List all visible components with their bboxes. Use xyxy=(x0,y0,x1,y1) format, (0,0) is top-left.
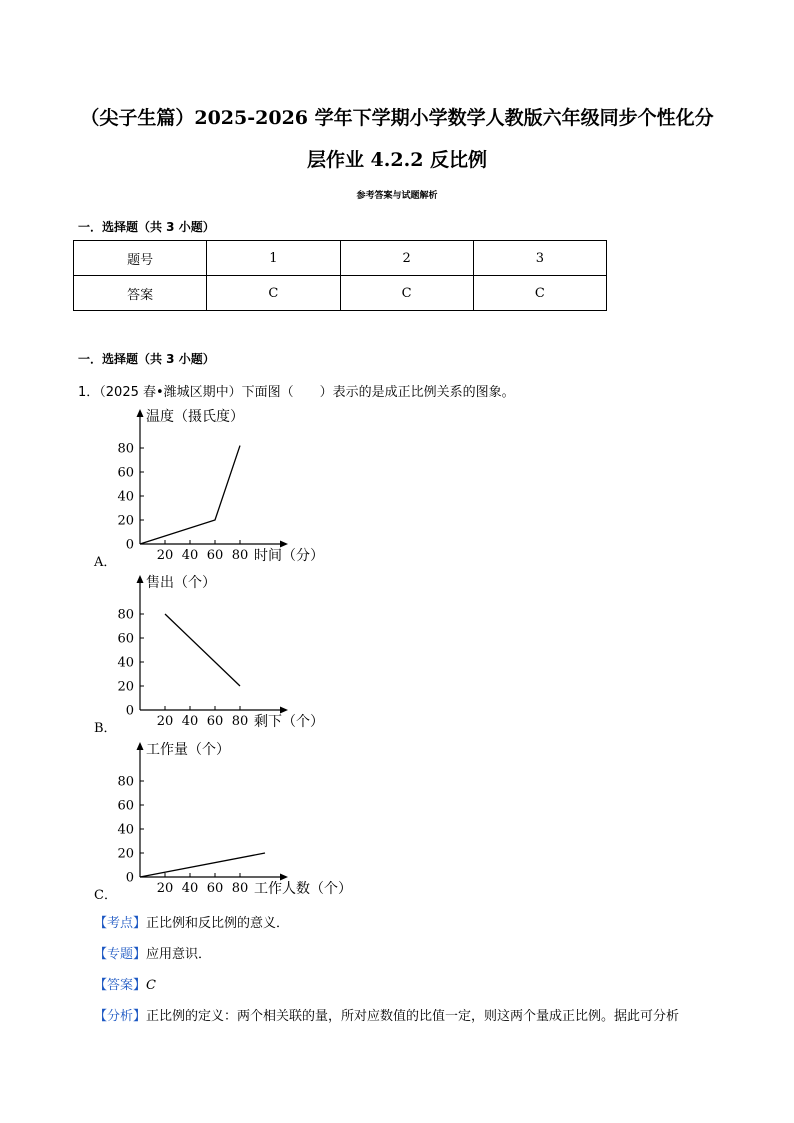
kaodian-text: 正比例和反比例的意义． xyxy=(146,916,290,931)
y-tick-label: 40 xyxy=(117,822,134,838)
x-tick-label: 60 xyxy=(206,714,224,729)
option-b-label: B． xyxy=(94,721,117,736)
y-tick-label: 20 xyxy=(117,679,134,695)
x-tick-label: 40 xyxy=(181,548,199,563)
daan-text: C xyxy=(146,978,156,993)
x-axis-label: 剩下（个） xyxy=(254,714,324,730)
x-tick-label: 80 xyxy=(231,881,249,896)
table-cell: C xyxy=(340,276,473,311)
chart-b xyxy=(108,571,368,733)
table-header-cell: 答案 xyxy=(74,276,207,311)
section-heading-questions: 一．选择题（共 3 小题） xyxy=(78,352,215,366)
x-tick-label: 40 xyxy=(181,714,199,729)
y-axis-label: 售出（个） xyxy=(146,575,216,591)
x-axis-arrow xyxy=(280,874,288,881)
x-tick-label: 60 xyxy=(206,881,224,896)
y-tick-label: 60 xyxy=(117,465,134,481)
y-tick-label: 80 xyxy=(117,607,134,623)
table-cell: 3 xyxy=(473,241,606,276)
y-tick-label: 20 xyxy=(117,846,134,862)
x-axis-arrow xyxy=(280,541,288,548)
x-tick-label: 60 xyxy=(206,548,224,563)
y-tick-label: 80 xyxy=(117,441,134,457)
x-tick-label: 20 xyxy=(156,714,174,729)
y-tick-label: 40 xyxy=(117,489,134,505)
chart-a xyxy=(108,405,368,567)
y-tick-label: 60 xyxy=(117,631,134,647)
y-tick-label: 0 xyxy=(125,870,134,886)
x-tick-label: 40 xyxy=(181,881,199,896)
chart-a-svg xyxy=(108,405,368,567)
daan-tag: 【答案】 xyxy=(94,978,147,993)
page-title-line1: （尖子生篇）2025-2026 学年下学期小学数学人教版六年级同步个性化分 xyxy=(80,107,714,129)
page-subtitle: 参考答案与试题解析 xyxy=(356,191,438,201)
y-axis-label: 工作量（个） xyxy=(146,742,230,758)
chart-b-svg xyxy=(108,571,368,733)
x-axis-arrow xyxy=(280,707,288,714)
table-cell: 2 xyxy=(340,241,473,276)
x-tick-label: 80 xyxy=(231,548,249,563)
page-title-line2: 层作业 4.2.2 反比例 xyxy=(306,149,488,171)
y-tick-label: 20 xyxy=(117,513,134,529)
x-axis-label: 时间（分） xyxy=(254,548,324,564)
table-cell: C xyxy=(473,276,606,311)
x-tick-label: 20 xyxy=(156,548,174,563)
x-tick-label: 80 xyxy=(231,714,249,729)
fenxi-tag: 【分析】 xyxy=(94,1009,147,1024)
table-cell: 1 xyxy=(207,241,340,276)
x-axis-label: 工作人数（个） xyxy=(254,881,352,897)
y-tick-label: 80 xyxy=(117,774,134,790)
section-heading-answers: 一．选择题（共 3 小题） xyxy=(78,220,215,234)
question-1-stem: 1．（2025 春•潍城区期中）下面图（ ）表示的是成正比例关系的图象。 xyxy=(78,385,515,400)
chart-c-svg xyxy=(108,738,368,900)
y-axis-arrow xyxy=(137,575,144,583)
analysis-zhuanti xyxy=(94,943,211,962)
x-tick-label: 20 xyxy=(156,881,174,896)
y-tick-label: 40 xyxy=(117,655,134,671)
y-tick-label: 60 xyxy=(117,798,134,814)
zhuanti-tag: 【专题】 xyxy=(94,947,147,962)
series-line xyxy=(165,614,240,686)
table-cell: C xyxy=(207,276,340,311)
answer-table xyxy=(73,240,607,311)
y-axis-label: 温度（摄氏度） xyxy=(146,409,244,425)
y-tick-label: 0 xyxy=(125,703,134,719)
table-row xyxy=(74,241,607,276)
analysis-daan xyxy=(94,974,156,993)
y-tick-label: 0 xyxy=(125,537,134,553)
option-c-label: C． xyxy=(94,888,117,903)
chart-c xyxy=(108,738,368,900)
option-a-label: A． xyxy=(94,555,117,570)
analysis-fenxi xyxy=(94,1005,679,1024)
analysis-kaodian xyxy=(94,912,289,931)
y-axis-arrow xyxy=(137,742,144,750)
series-line xyxy=(140,853,265,877)
series-line xyxy=(140,446,240,544)
fenxi-text: 正比例的定义：两个相关联的量，所对应数值的比值一定，则这两个量成正比例。据此可分析 xyxy=(146,1009,680,1024)
table-row xyxy=(74,276,607,311)
kaodian-tag: 【考点】 xyxy=(94,916,147,931)
zhuanti-text: 应用意识． xyxy=(146,947,212,962)
table-header-cell: 题号 xyxy=(74,241,207,276)
y-axis-arrow xyxy=(137,409,144,417)
